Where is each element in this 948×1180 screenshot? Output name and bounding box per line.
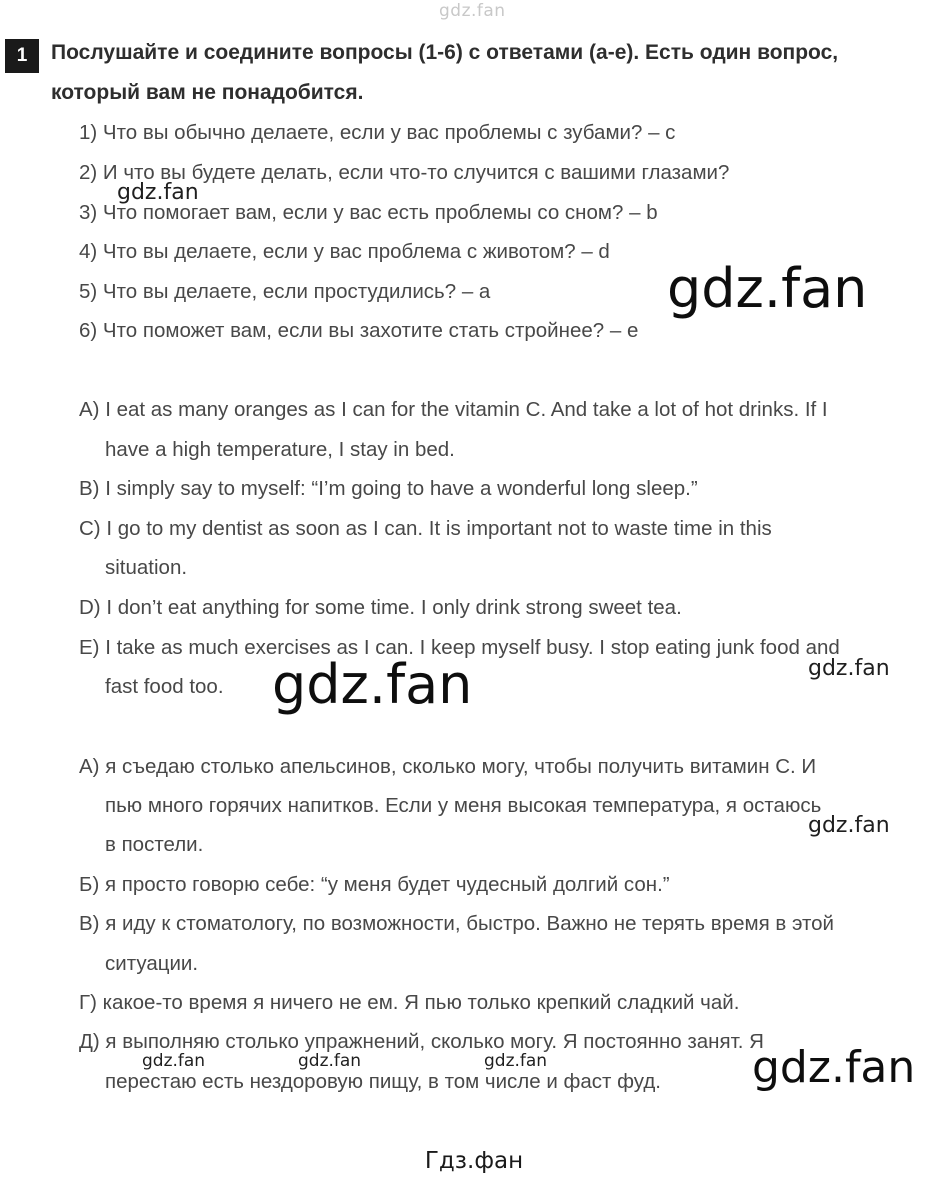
watermark: gdz.fan: [808, 813, 890, 838]
answer-e-line-1: E) I take as much exercises as I can. I keep myself busy. I stop eating junk food and: [79, 636, 840, 659]
watermark: gdz.fan: [142, 1051, 206, 1071]
question-item: 5) Что вы делаете, если простудились? – a: [79, 280, 491, 303]
translation-a-line-3: в постели.: [105, 833, 204, 856]
translation-c-line-1: В) я иду к стоматологу, по возможности, быстро. Важно не терять время в этой: [79, 912, 834, 935]
question-item: 2) И что вы будете делать, если что-то случится с вашими глазами?: [79, 161, 730, 184]
translation-d-line-1: Г) какое-то время я ничего не ем. Я пью только крепкий сладкий чай.: [79, 991, 740, 1014]
watermark: gdz.fan: [667, 257, 868, 320]
question-item: 1) Что вы обычно делаете, если у вас проблемы с зубами? – c: [79, 121, 676, 144]
exercise-number-badge: 1: [5, 39, 39, 73]
question-item: 3) Что помогает вам, если у вас есть проблемы со сном? – b: [79, 201, 658, 224]
watermark: gdz.fan: [117, 180, 199, 205]
translation-e-line-1: Д) я выполняю столько упражнений, сколько могу. Я постоянно занят. Я: [79, 1030, 764, 1053]
watermark: gdz.fan: [298, 1051, 362, 1071]
translation-c-line-2: ситуации.: [105, 952, 199, 975]
question-item: 6) Что поможет вам, если вы захотите стать стройнее? – e: [79, 319, 639, 342]
footer-caption: Гдз.фан: [424, 1148, 524, 1174]
answer-c-line-2: situation.: [105, 556, 188, 579]
translation-a-line-1: А) я съедаю столько апельсинов, сколько могу, чтобы получить витамин С. И: [79, 755, 817, 778]
top-watermark: gdz.fan: [439, 1, 506, 21]
answer-d-line-1: D) I don’t eat anything for some time. I only drink strong sweet tea.: [79, 596, 682, 619]
answer-b-line-1: B) I simply say to myself: “I’m going to have a wonderful long sleep.”: [79, 477, 698, 500]
watermark: gdz.fan: [272, 653, 473, 716]
watermark: gdz.fan: [752, 1042, 916, 1093]
question-item: 4) Что вы делаете, если у вас проблема с животом? – d: [79, 240, 610, 263]
answer-e-line-2: fast food too.: [105, 675, 224, 698]
instruction-line-1: Послушайте и соедините вопросы (1-6) с ответами (a-e). Есть один вопрос,: [51, 41, 839, 64]
answer-a-line-2: have a high temperature, I stay in bed.: [105, 438, 455, 461]
translation-b-line-1: Б) я просто говорю себе: “у меня будет чудесный долгий сон.”: [79, 873, 670, 896]
watermark: gdz.fan: [808, 656, 890, 681]
answer-c-line-1: C) I go to my dentist as soon as I can. It is important not to waste time in this: [79, 517, 772, 540]
translation-e-line-2: перестаю есть нездоровую пищу, в том числе и фаст фуд.: [105, 1070, 661, 1093]
translation-a-line-2: пью много горячих напитков. Если у меня высокая температура, я остаюсь: [105, 794, 822, 817]
answer-a-line-1: A) I eat as many oranges as I can for the vitamin C. And take a lot of hot drinks. If I: [79, 398, 828, 421]
instruction-line-2: который вам не понадобится.: [51, 81, 364, 104]
watermark: gdz.fan: [484, 1051, 548, 1071]
